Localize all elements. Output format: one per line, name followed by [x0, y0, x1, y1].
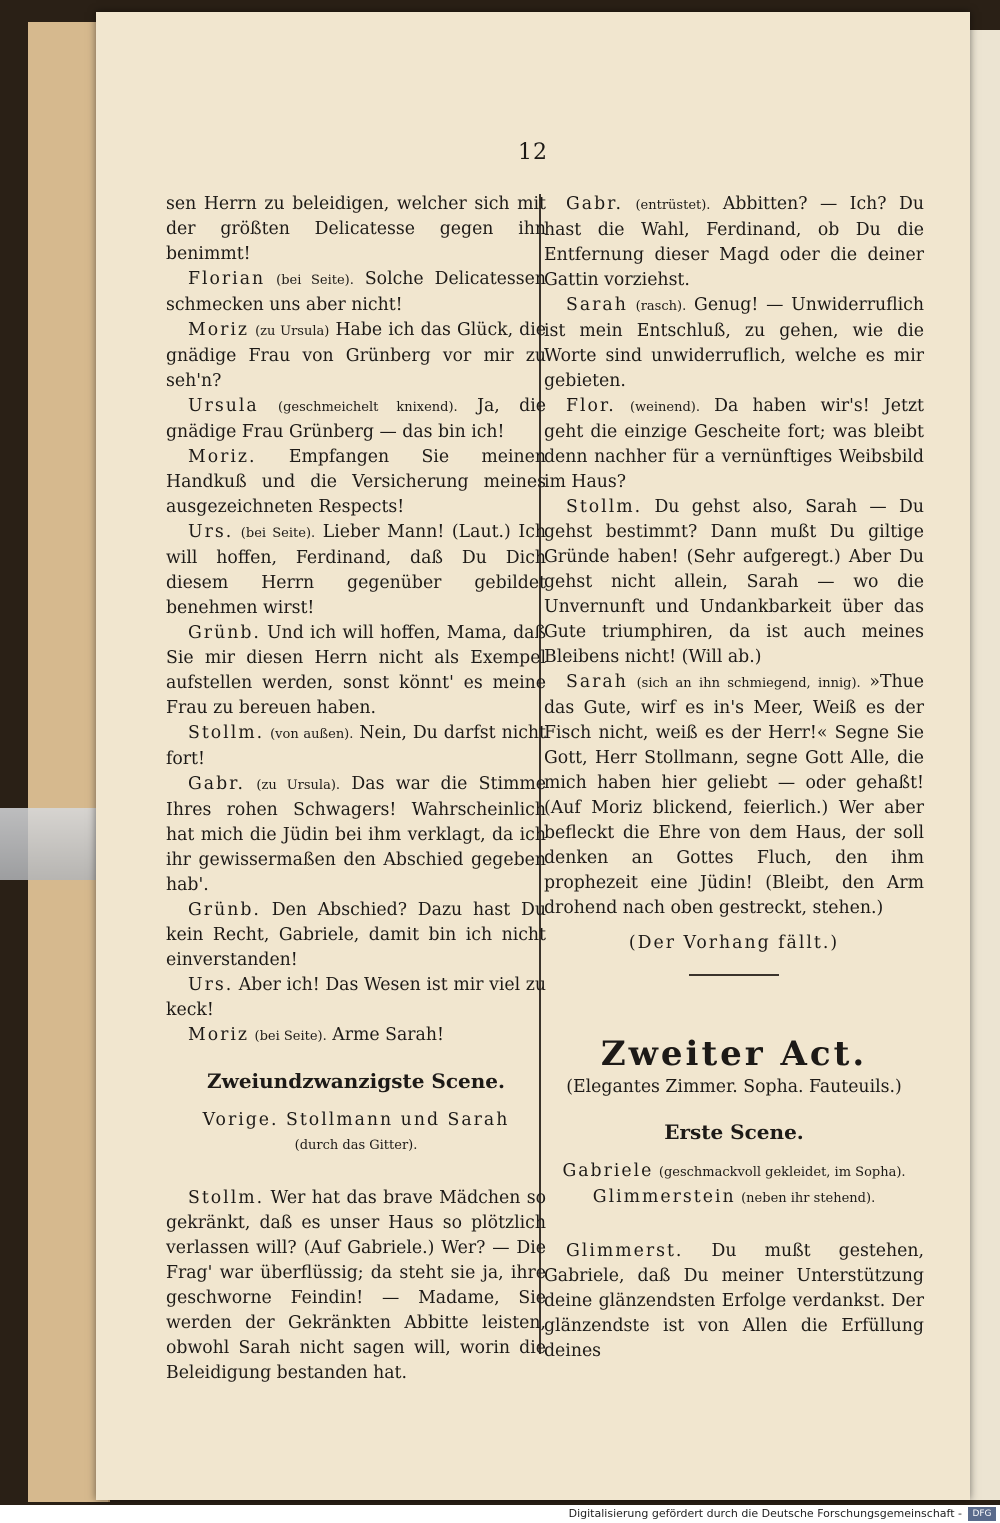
- cast-name: Gabriele: [562, 1161, 654, 1181]
- speech-text: Empfangen Sie meinen Handkuß und die Versicherung meines ausgezeichneten Respects!: [166, 447, 546, 517]
- scene-22-cast: Vorige. Stollmann und Sarah: [202, 1110, 510, 1130]
- speaker-name: Urs.: [188, 975, 234, 995]
- speech-text: Lieber Mann! (Laut.) Ich will hoffen, Ferdinand, daß Du Dich diesem Herrn gegenüber gebildet benehmen wirst!: [166, 522, 546, 618]
- stage-direction: (sich an ihn schmiegend, innig).: [636, 676, 861, 691]
- speech-paragraph: [166, 772, 546, 898]
- speaker-name: Stollm.: [566, 497, 643, 517]
- speech-text: Solche Delicatessen schmecken uns aber nicht!: [166, 269, 546, 315]
- act-two-cast-line2: [544, 1185, 924, 1211]
- stage-direction: (bei Seite).: [254, 1029, 327, 1044]
- stage-direction: (weinend).: [629, 400, 700, 415]
- speech-paragraph: [166, 192, 546, 267]
- stage-direction: (zu Ursula): [255, 324, 330, 339]
- footer-text: Digitalisierung gefördert durch die Deutsche Forschungsgemeinschaft -: [568, 1507, 962, 1520]
- book-page: [96, 12, 970, 1500]
- speech-text: Den Abschied? Dazu hast Du kein Recht, Gabriele, damit bin ich nicht einverstanden!: [166, 900, 546, 970]
- speech-text: Aber ich! Das Wesen ist mir viel zu keck!: [166, 975, 546, 1020]
- speaker-name: Gabr.: [188, 774, 246, 794]
- stage-direction: (zu Ursula).: [256, 778, 341, 793]
- speech-paragraph: [544, 394, 924, 495]
- speaker-name: Flor.: [566, 396, 616, 416]
- speaker-name: Grünb.: [188, 900, 261, 920]
- speech-paragraph: [166, 898, 546, 973]
- speech-paragraph: [166, 520, 546, 621]
- speech-text: Arme Sarah!: [332, 1025, 444, 1045]
- speaker-name: Moriz.: [188, 447, 257, 467]
- speaker-name: Urs.: [188, 522, 234, 542]
- speech-text: Nein, Du darfst nicht fort!: [166, 723, 546, 769]
- speech-text: Genug! — Unwiderruflich ist mein Entschluß, zu gehen, wie die Worte sind unwiderruflich, welche es mir gebieten.: [544, 295, 924, 391]
- footer-bar: [0, 1505, 1000, 1523]
- stage-direction: (bei Seite).: [240, 526, 316, 541]
- speech-paragraph: [166, 721, 546, 772]
- speech-paragraph: [544, 495, 924, 670]
- speaker-name: Sarah: [566, 295, 628, 315]
- stage-direction: (rasch).: [635, 299, 687, 314]
- speech-text: Abbitten? — Ich? Du hast die Wahl, Ferdinand, ob Du die Entfernung dieser Magd oder die deiner Gattin vorziehst.: [544, 194, 924, 290]
- speech-text: Wer hat das brave Mädchen so gekränkt, daß es unser Haus so plötzlich verlassen will? (Auf Gabriele.) Wer? — Die Frag' war überflüssig; da steht sie ja, ihre geschworne Feindin! — Madame, Sie werden der Gekränkten Abbitte leisten, obwohl Sarah nicht sagen will, worin die Beleidigung bestanden hat.: [166, 1188, 546, 1383]
- speaker-name: Moriz: [188, 1025, 249, 1045]
- scene-22-title: Zweiundzwanzigste Scene.: [207, 1069, 505, 1093]
- cast-direction: (neben ihr stehend).: [741, 1191, 876, 1206]
- speech-paragraph: [544, 192, 924, 293]
- stage-direction: (geschmeichelt knixend).: [278, 400, 458, 415]
- speaker-name: Glimmerst.: [566, 1241, 684, 1261]
- speaker-name: Florian: [188, 269, 266, 289]
- curtain-direction: (Der Vorhang fällt.): [628, 933, 840, 953]
- cast-name: Glimmerstein: [592, 1187, 736, 1207]
- act-two-speech: [544, 1239, 924, 1364]
- speaker-name: Ursula: [188, 396, 259, 416]
- speech-paragraph: [544, 670, 924, 921]
- cast-direction: (geschmackvoll gekleidet, im Sopha).: [658, 1165, 906, 1180]
- speech-paragraph: [166, 445, 546, 520]
- speech-paragraph: [166, 394, 546, 445]
- speaker-name: Grünb.: [188, 623, 261, 643]
- speech-text: »Thue das Gute, wirf es in's Meer, Weiß es der Fisch nicht, weiß es der Herr!« Segne Sie Gott, Herr Stollmann, segne Gott Alle, die mich haben hier geliebt — oder gehaßt! (Auf Moriz blickend, feierlich.) Wer aber befleckt die Ehre von dem Haus, der soll denken an Gottes Fluch, den ihm prophezeit eine Jüdin! (Bleibt, den Arm drohend nach oben gestreckt, stehen.): [544, 672, 924, 918]
- speech-text: sen Herrn zu beleidigen, welcher sich mit der größten Delicatesse gegen ihn benimmt!: [166, 194, 546, 264]
- speech-paragraph: [166, 1023, 546, 1049]
- stage-direction: (entrüstet).: [635, 198, 711, 213]
- speech-paragraph: [166, 973, 546, 1023]
- scene-22-cast-direction: (durch das Gitter).: [294, 1138, 418, 1153]
- speaker-name: Stollm.: [188, 1188, 265, 1208]
- act-two-cast-line1: [544, 1159, 924, 1185]
- right-speeches: [544, 192, 924, 921]
- stage-direction: (bei Seite).: [276, 273, 354, 288]
- speaker-name: Gabr.: [566, 194, 624, 214]
- dfg-logo: DFG: [968, 1507, 996, 1521]
- act-two-setting: (Elegantes Zimmer. Sopha. Fauteuils.): [566, 1077, 902, 1097]
- speech-text: Und ich will hoffen, Mama, daß Sie mir diesen Herrn nicht als Exempel aufstellen werden, sonst könnt' es meine Frau zu bereuen haben.: [166, 623, 546, 718]
- right-column: [544, 192, 924, 1364]
- speech-text: Da haben wir's! Jetzt geht die einzige Gescheite fort; was bleibt denn nachher für a vernünftiges Weibsbild im Haus?: [544, 396, 924, 492]
- speaker-name: Moriz: [188, 320, 249, 340]
- left-column: [166, 192, 546, 1386]
- speaker-name: Stollm.: [188, 723, 265, 743]
- speech-paragraph: [166, 621, 546, 721]
- speech-paragraph: [544, 293, 924, 394]
- speech-paragraph: [166, 318, 546, 394]
- scene-22-speech: [166, 1186, 546, 1386]
- act-two-title: Zweiter Act.: [600, 1034, 868, 1074]
- page-number: 12: [518, 140, 548, 165]
- stage-direction: (von außen).: [270, 727, 354, 742]
- speech-text: Habe ich das Glück, die gnädige Frau von Grünberg vor mir zu seh'n?: [166, 320, 546, 391]
- speech-text: Du gehst also, Sarah — Du gehst bestimmt? Dann mußt Du giltige Gründe haben! (Sehr aufgeregt.) Aber Du gehst nicht allein, Sarah — wo die Unvernunft und Undankbarkeit über das Gute triumphiren, da ist auch meines Bleibens nicht! (Will ab.): [544, 497, 924, 667]
- speech-text: Ja, die gnädige Frau Grünberg — das bin ich!: [166, 396, 546, 442]
- speech-paragraph: [166, 267, 546, 318]
- act-separator-rule: [689, 974, 779, 976]
- speech-text: Du mußt gestehen, Gabriele, daß Du meiner Unterstützung deine glänzendsten Erfolge verdankst. Der glänzendste ist von Allen die Erfüllung deines: [544, 1241, 924, 1361]
- act-two-scene-title: Erste Scene.: [664, 1120, 804, 1144]
- speaker-name: Sarah: [566, 672, 628, 692]
- speech-text: Das war die Stimme Ihres rohen Schwagers! Wahrscheinlich hat mich die Jüdin bei ihm verklagt, da ich ihr gewissermaßen den Abschied gegeben hab'.: [166, 774, 546, 895]
- left-speeches: [166, 192, 546, 1049]
